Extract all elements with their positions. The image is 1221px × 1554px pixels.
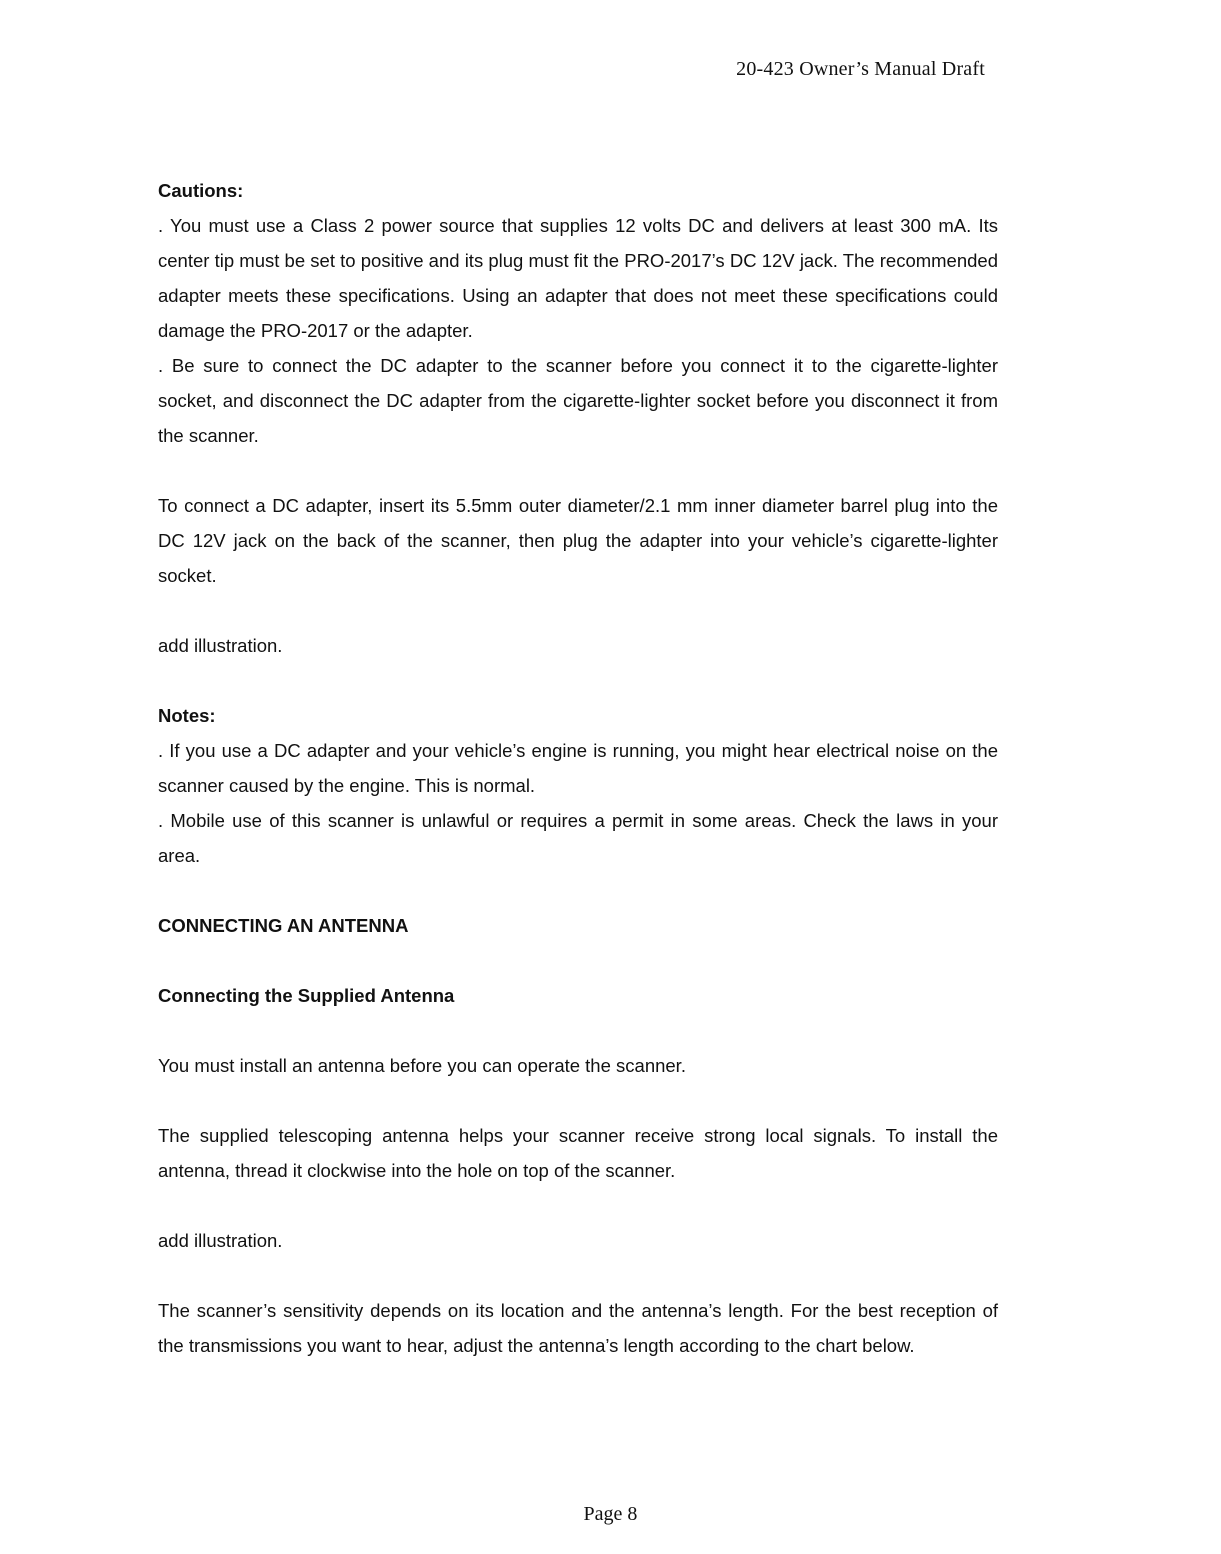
note-item-mobile-use: . Mobile use of this scanner is unlawful or requires a permit in some areas. Check the laws in your area.: [158, 810, 998, 866]
subsection-title: Connecting the Supplied Antenna: [158, 985, 455, 1006]
section-title: CONNECTING AN ANTENNA: [158, 915, 409, 936]
illustration-placeholder-2: add illustration.: [158, 1230, 283, 1251]
page-number: Page 8: [583, 1503, 638, 1525]
connect-dc-paragraph: To connect a DC adapter, insert its 5.5mm outer diameter/2.1 mm inner diameter barrel plug into the DC 12V jack on the back of the scanner, then plug the adapter into your vehicle’s cigarette-lighter socket.: [158, 495, 998, 586]
caution-item-power-source: . You must use a Class 2 power source that supplies 12 volts DC and delivers at least 300 mA. Its center tip must be set to positive and its plug must fit the PRO-2017’s DC 12V jack. The recommended adapter meets these specifications. Using an adapter that does not meet these specifications could damage the PRO-2017 or the adapter.: [158, 215, 998, 341]
illustration-placeholder: add illustration.: [158, 635, 283, 656]
note-item-engine-noise: . If you use a DC adapter and your vehicle’s engine is running, you might hear electrical noise on the scanner caused by the engine. This is normal.: [158, 740, 998, 796]
page-body: [158, 173, 998, 1363]
install-antenna-paragraph: You must install an antenna before you can operate the scanner.: [158, 1055, 686, 1076]
telescoping-antenna-paragraph: The supplied telescoping antenna helps your scanner receive strong local signals. To install the antenna, thread it clockwise into the hole on top of the scanner.: [158, 1125, 998, 1181]
notes-heading: Notes:: [158, 705, 216, 726]
caution-item-connect-order: . Be sure to connect the DC adapter to the scanner before you connect it to the cigarette-lighter socket, and disconnect the DC adapter from the cigarette-lighter socket before you disconnect it from the scanner.: [158, 355, 998, 446]
cautions-heading: Cautions:: [158, 180, 244, 201]
sensitivity-paragraph: The scanner’s sensitivity depends on its location and the antenna’s length. For the best reception of the transmissions you want to hear, adjust the antenna’s length according to the chart below.: [158, 1300, 998, 1356]
running-header: 20-423 Owner’s Manual Draft: [736, 58, 985, 80]
